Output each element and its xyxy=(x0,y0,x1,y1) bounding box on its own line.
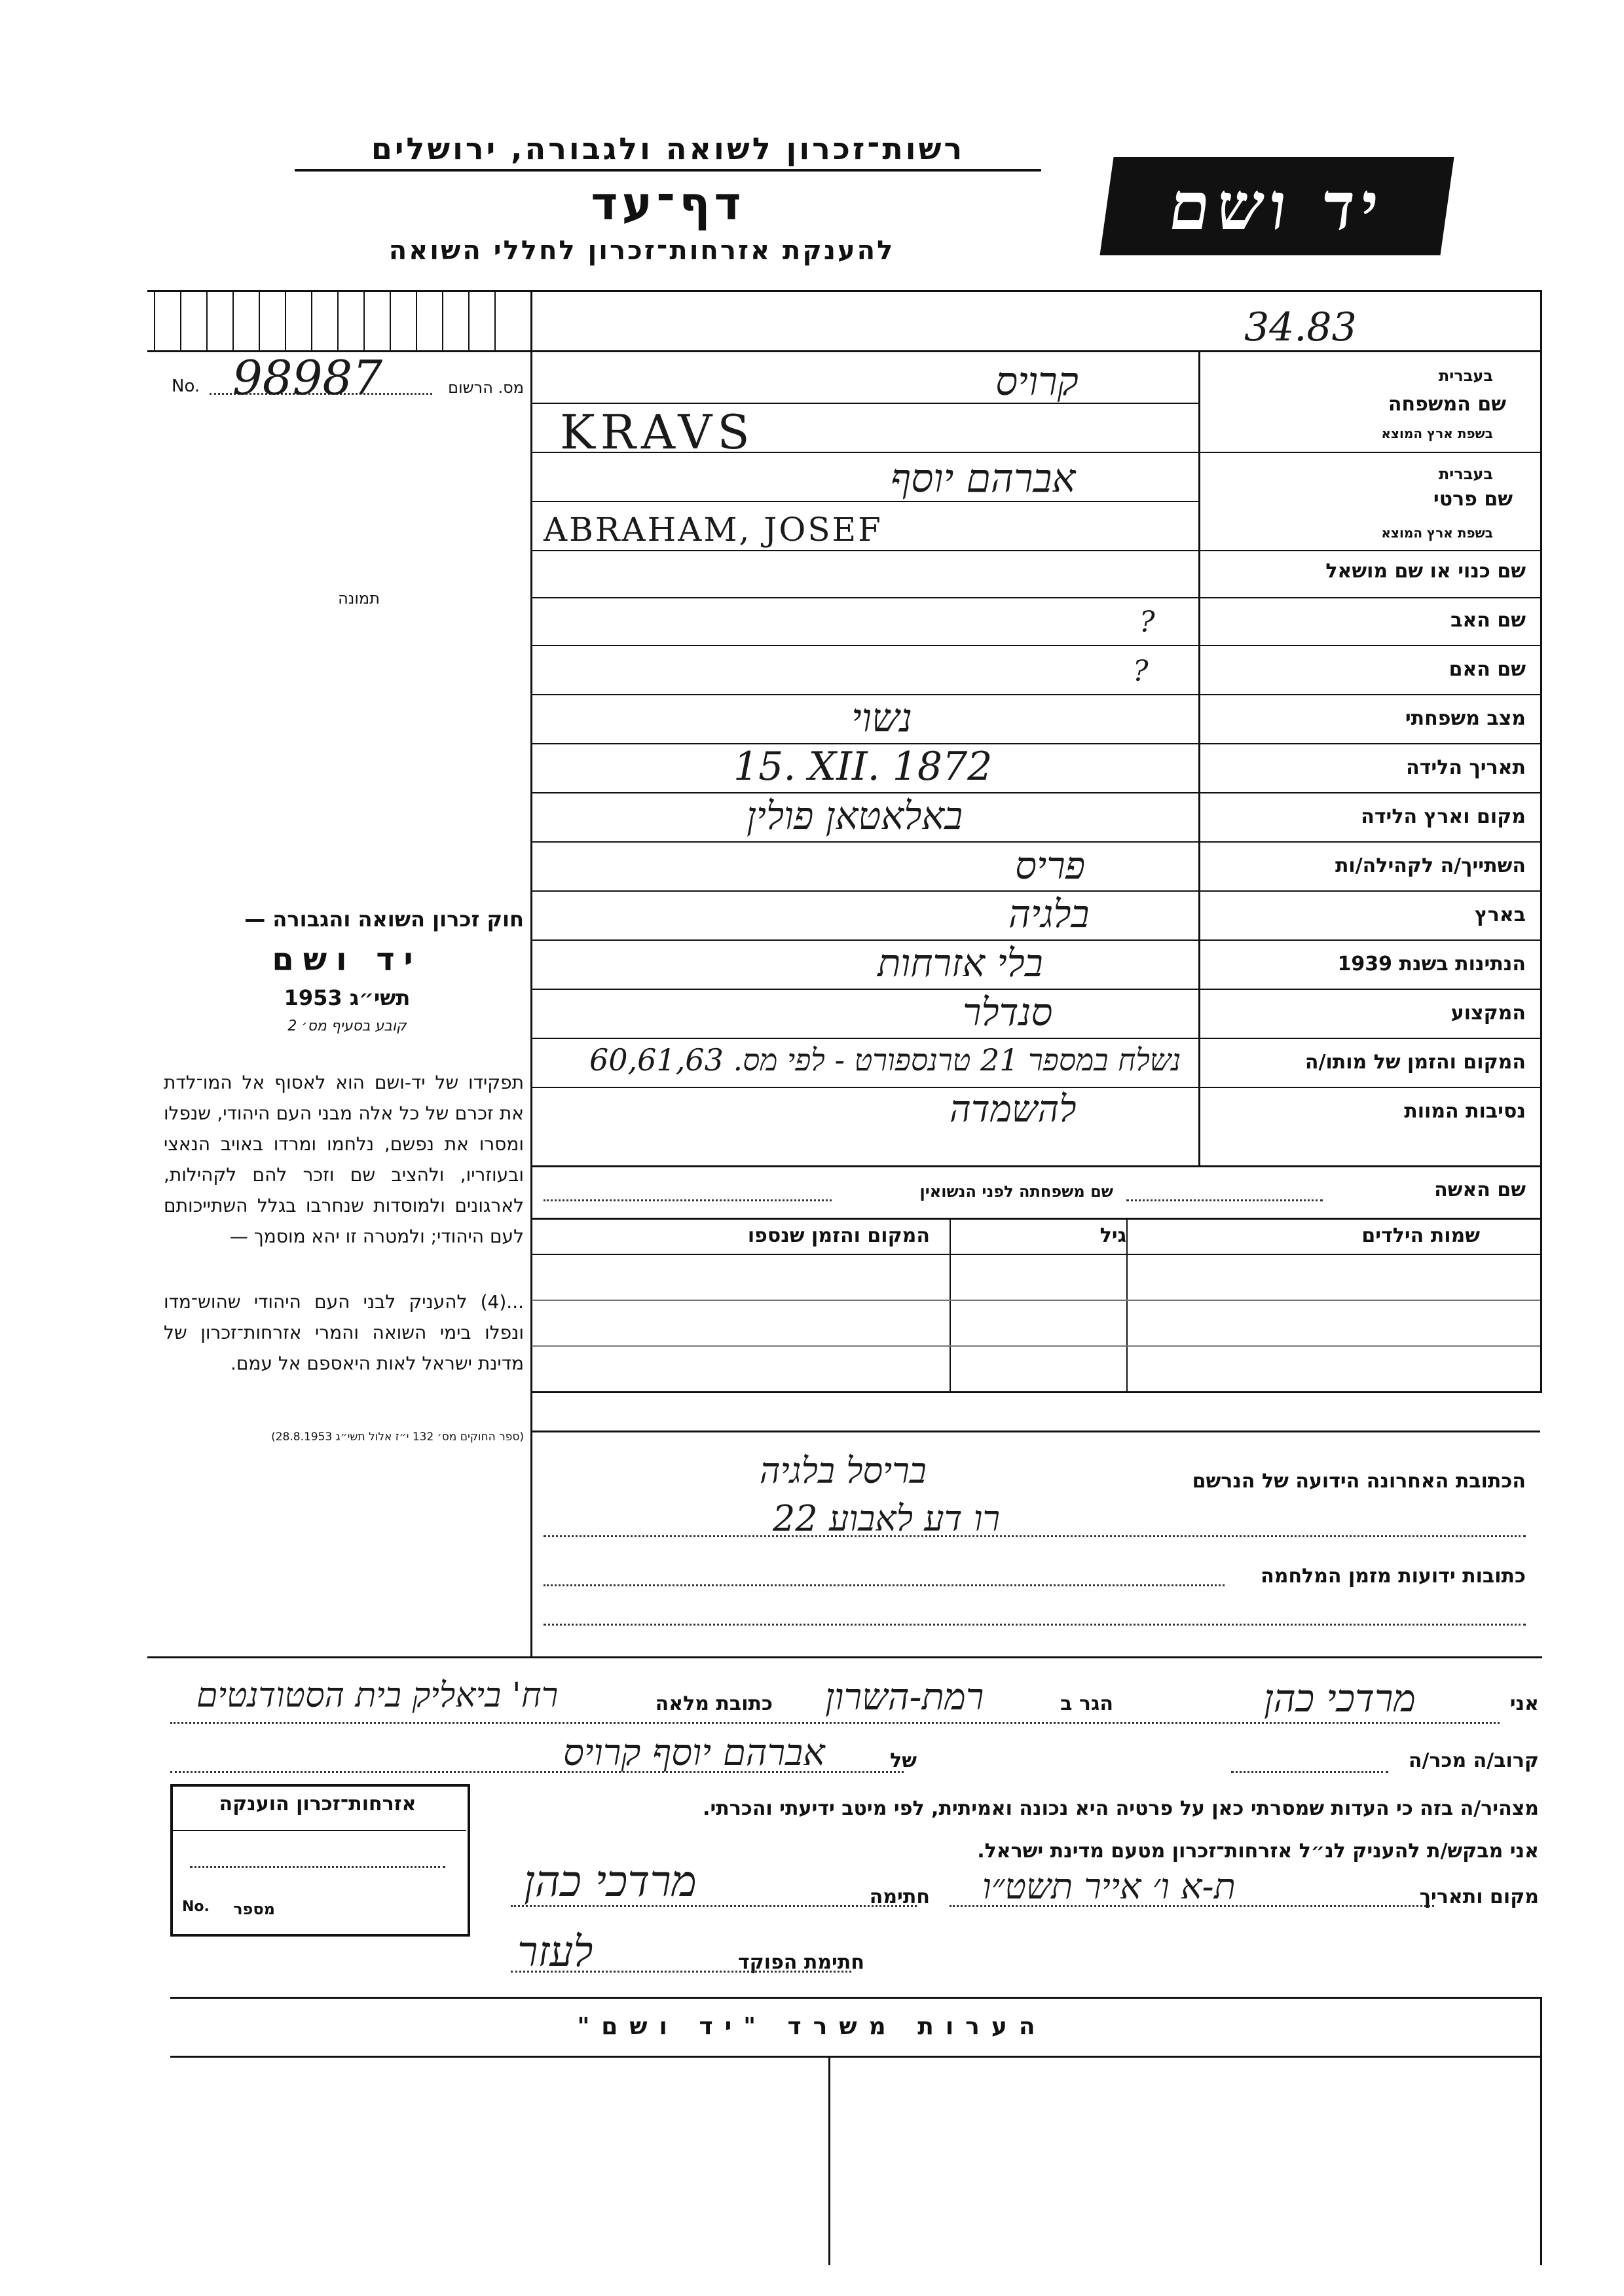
wife-label: שם האשה xyxy=(1434,1178,1526,1201)
notes-top xyxy=(170,1997,1542,1999)
relation-line xyxy=(1231,1771,1388,1773)
official-signature: לעזר xyxy=(517,1928,593,1977)
address-bottom xyxy=(147,1656,1542,1658)
country-label: בארץ xyxy=(1474,903,1526,926)
law-clause: קובע בסעיף מס׳ 2 xyxy=(287,1018,407,1034)
strip-box-14 xyxy=(494,290,496,350)
last-address-line-1: בריסל בלגיה xyxy=(760,1450,927,1491)
row-line-6 xyxy=(532,743,1540,744)
relative-line xyxy=(170,1771,904,1773)
address-top xyxy=(532,1430,1540,1432)
wartime-line-1 xyxy=(544,1584,1225,1586)
marital-value: נשוי xyxy=(851,695,913,741)
first-hebrew-label: בעברית xyxy=(1438,465,1493,483)
label-column-divider xyxy=(1198,350,1200,1165)
law-name: יד ושם xyxy=(272,941,422,978)
community-label: השתייך/ה לקהילה/ות xyxy=(1335,854,1526,877)
strip-box-1 xyxy=(154,290,155,350)
birth-place-label: מקום וארץ הלידה xyxy=(1361,805,1526,828)
row-line-7 xyxy=(532,792,1540,793)
frame-left-divider xyxy=(530,290,532,1658)
row-line-4 xyxy=(532,645,1540,646)
notes-header-bottom xyxy=(170,2056,1542,2058)
death-circumstances-label: נסיבות המוות xyxy=(1404,1100,1526,1123)
family-sub-line xyxy=(532,403,1198,404)
address-line-2 xyxy=(544,1535,1526,1537)
declarant-city: רמת-השרון xyxy=(825,1676,984,1719)
citizenship-value: בלי אזרחות xyxy=(877,941,1043,985)
relation-label: קרוב/ה מכר/ה xyxy=(1408,1749,1539,1772)
law-citation: (ספר החוקים מס׳ 132 י״ז אלול תשי״ג 28.8.1953) xyxy=(271,1430,524,1444)
strip-box-2 xyxy=(180,290,181,350)
marital-label: מצב משפחתי xyxy=(1405,707,1526,730)
death-place-label: המקום והזמן של מותו/ה xyxy=(1304,1051,1526,1074)
children-col-2 xyxy=(950,1218,951,1391)
strip-box-6 xyxy=(285,290,286,350)
last-address-line-2: רו דע לאבוע 22 xyxy=(773,1498,1001,1539)
row-line-8 xyxy=(532,841,1540,843)
country-value: בלגיה xyxy=(1008,892,1090,936)
strip-box-3 xyxy=(206,290,208,350)
profession-value: סנדלר xyxy=(963,990,1053,1034)
row-line-12 xyxy=(532,1038,1540,1039)
place-date-value: ת-א ו׳ אייר תשט״ו xyxy=(982,1866,1236,1907)
law-paragraph-2: ...(4) להעניק לבני העם היהודי שהוש־מדו ונפלו בימי השואה והמרי אזרחות־זכרון של מדינת ישראל לאות היאספם אל עמם. xyxy=(164,1291,524,1374)
authority-heading: רשות־זכרון לשואה ולגבורה, ירושלים xyxy=(295,131,1041,172)
row-line-5 xyxy=(532,694,1540,695)
last-address-label: הכתובת האחרונה הידועה של הנרשם xyxy=(1192,1470,1526,1493)
strip-box-4 xyxy=(232,290,234,350)
strip-box-10 xyxy=(390,290,391,350)
wife-row-bottom xyxy=(532,1218,1540,1220)
profession-label: המקצוע xyxy=(1450,1002,1526,1025)
first-sub-line xyxy=(532,501,1198,502)
registration-label: מס. הרשום xyxy=(448,378,524,397)
children-header-names: שמות הילדים xyxy=(1361,1224,1480,1247)
strip-box-11 xyxy=(416,290,417,350)
row-line-3 xyxy=(532,597,1540,598)
father-label: שם האב xyxy=(1450,609,1526,632)
wartime-line-2 xyxy=(544,1624,1526,1626)
mother-value: ? xyxy=(1133,655,1149,688)
community-value: פריס xyxy=(1015,843,1086,888)
citizenship-label: הנתינות בשנת 1939 xyxy=(1337,953,1526,975)
law-paragraph-1: תפקידו של יד-ושם הוא לאסוף אל המו־לדת את זכרם של כל אלה מבני העם היהודי, שנפלו ומסרו את נפשם, נלחמו ומרדו באויב הנאצי ובעוזריו, ולהציב שם וזכר להם לקהילות, לארגונים ולמוסדות שנחרבו בגלל השתייכותם לעם היהודי; ולמטרה זו יהא מוסמך — xyxy=(164,1072,524,1247)
strip-box-8 xyxy=(337,290,339,350)
strip-box-13 xyxy=(468,290,470,350)
law-year: תשי״ג 1953 xyxy=(284,985,411,1010)
yad-vashem-logo xyxy=(1099,157,1454,255)
document-title: דף־עד xyxy=(591,177,745,230)
grant-box-title: אזרחות־זכרון הוענקה xyxy=(219,1793,416,1815)
office-notes-title: הערות משרד "יד ושם" xyxy=(577,2013,1047,2040)
family-name-label: שם המשפחה xyxy=(1388,393,1506,416)
children-header-age: גיל xyxy=(1099,1224,1126,1247)
death-circumstances-value: להשמדה xyxy=(950,1088,1077,1131)
resides-label: הגר ב xyxy=(1060,1692,1113,1715)
registration-number: 98987 xyxy=(232,350,383,405)
strip-box-5 xyxy=(259,290,260,350)
photo-label: תמונה xyxy=(338,589,380,608)
children-col-1 xyxy=(1126,1218,1128,1391)
wife-maiden-line xyxy=(544,1199,832,1201)
first-name-label: שם פרטי xyxy=(1433,488,1513,511)
children-row-1 xyxy=(532,1300,1540,1301)
place-date-line xyxy=(950,1905,1434,1907)
birth-date-label: תאריך הלידה xyxy=(1406,756,1526,779)
family-name-hebrew: קרויס xyxy=(995,359,1079,405)
declaration-text: מצהיר/ה בזה כי העדות שמסרתי כאן על פרטיה היא נכונה ואמיתית, לפי מיטב ידיעתי והכרתי. xyxy=(703,1797,1539,1820)
grant-box-divider xyxy=(172,1830,466,1831)
wife-name-line xyxy=(1126,1199,1323,1201)
grant-box-line-1 xyxy=(190,1866,445,1868)
family-hebrew-label: בעברית xyxy=(1438,367,1493,385)
first-name-hebrew: אברהם יוסף xyxy=(891,456,1076,501)
row-line-2 xyxy=(532,550,1540,551)
signature-label: חתימה xyxy=(869,1886,930,1908)
notes-divider xyxy=(828,2056,830,2265)
first-name-origin: ABRAHAM, JOSEF xyxy=(544,511,883,549)
children-header-line xyxy=(532,1254,1540,1255)
first-origin-label: בשפת ארץ המוצא xyxy=(1381,525,1493,541)
law-title: חוק זכרון השואה והגבורה — xyxy=(244,907,524,932)
children-row-2 xyxy=(532,1345,1540,1347)
row-line-14 xyxy=(532,1165,1540,1167)
frame-right xyxy=(1540,290,1542,1393)
place-date-label: מקום ותאריך xyxy=(1419,1886,1539,1908)
signature-line xyxy=(511,1905,917,1907)
no-label: No. xyxy=(172,376,200,396)
children-table-bottom xyxy=(532,1391,1540,1393)
strip-box-7 xyxy=(311,290,312,350)
wife-maiden-label: שם משפחתה לפני הנשואין xyxy=(919,1182,1113,1201)
request-text: אני מבקש/ת להעניק לנ״ל אזרחות־זכרון מטעם מדינת ישראל. xyxy=(977,1840,1539,1863)
declarant-i-label: אני xyxy=(1509,1692,1539,1715)
declarant-name: מרדכי כהן xyxy=(1264,1676,1416,1721)
frame-top xyxy=(147,290,1542,292)
relative-name: אברהם יוסף קרויס xyxy=(563,1732,825,1774)
official-signature-line xyxy=(511,1971,851,1973)
mother-label: שם האם xyxy=(1449,658,1526,681)
notes-right-border xyxy=(1540,1997,1542,2265)
nickname-label: שם כנוי או שם מושאל xyxy=(1325,560,1526,583)
official-signature-label: חתימת הפוקד xyxy=(738,1951,864,1974)
declarant-full-address: רח' ביאליק בית הסטודנטים xyxy=(196,1676,559,1715)
strip-box-12 xyxy=(442,290,443,350)
strip-box-9 xyxy=(363,290,365,350)
full-address-label: כתובת מלאה xyxy=(655,1692,773,1715)
father-value: ? xyxy=(1139,606,1155,639)
death-place-value: נשלח במספר 21 טרנספורט - לפי מס. 60,61,63 xyxy=(589,1042,1181,1078)
logo-text: יד ושם xyxy=(1164,168,1390,245)
birth-place-value: באלאטאן פולין xyxy=(747,793,963,838)
wartime-address-label: כתובות ידועות מזמן המלחמה xyxy=(1261,1565,1526,1588)
of-label: של xyxy=(890,1749,917,1772)
declarant-line xyxy=(170,1722,1500,1724)
page-number: 34.83 xyxy=(1244,304,1357,350)
declarant-signature: מרדכי כהן xyxy=(524,1856,697,1906)
family-origin-label: בשפת ארץ המוצא xyxy=(1381,426,1493,441)
birth-date-value: 15. XII. 1872 xyxy=(733,744,993,790)
grant-box-no-label: No. xyxy=(182,1899,210,1915)
grant-box-number-label: מספר xyxy=(233,1900,275,1918)
document-subtitle: להענקת אזרחות־זכרון לחללי השואה xyxy=(388,236,895,266)
children-header-place: המקום והזמן שנספו xyxy=(747,1224,930,1247)
family-name-origin: KRAVS xyxy=(560,405,755,460)
